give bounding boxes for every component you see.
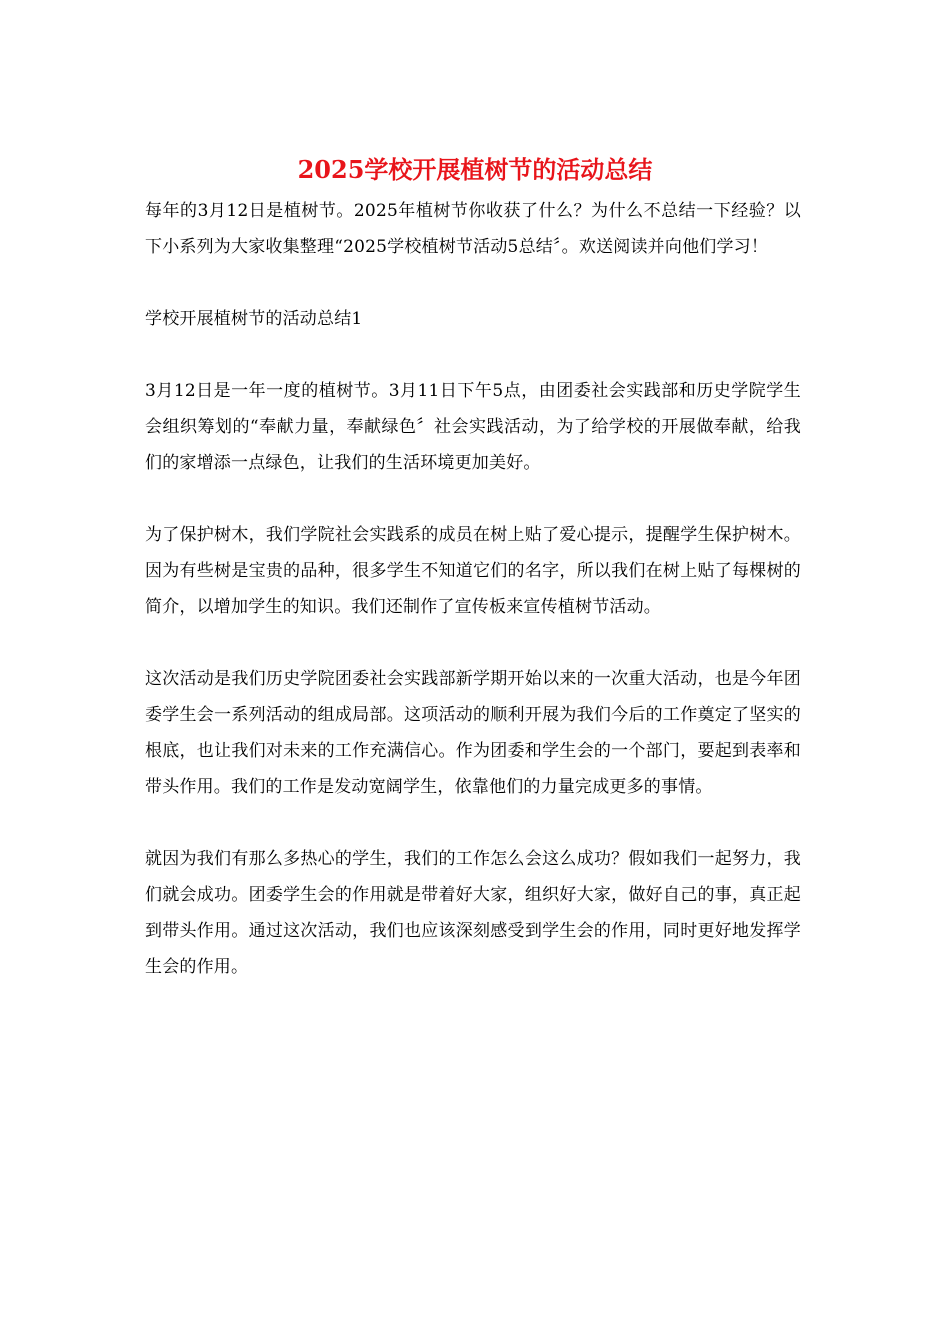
body-paragraph: 这次活动是我们历史学院团委社会实践部新学期开始以来的一次重大活动，也是今年团委学生会一系列活动的组成局部。这项活动的顺利开展为我们今后的工作奠定了坚实的根底，也让我们对未来的工作充满信心。作为团委和学生会的一个部门，要起到表率和带头作用。我们的工作是发动宽阔学生，依靠他们的力量完成更多的事情。 xyxy=(145,669,801,797)
section-heading: 学校开展植树节的活动总结1 xyxy=(145,309,363,329)
body-paragraph: 为了保护树木，我们学院社会实践系的成员在树上贴了爱心提示，提醒学生保护树木。因为有些树是宝贵的品种，很多学生不知道它们的名字，所以我们在树上贴了每棵树的简介，以增加学生的知识。我们还制作了宣传板来宣传植树节活动。 xyxy=(145,525,801,617)
body-paragraph: 就因为我们有那么多热心的学生，我们的工作怎么会这么成功？假如我们一起努力，我们就会成功。团委学生会的作用就是带着好大家，组织好大家，做好自己的事，真正起到带头作用。通过这次活动，我们也应该深刻感受到学生会的作用，同时更好地发挥学生会的作用。 xyxy=(145,849,801,977)
body-paragraph: 3月12日是一年一度的植树节。3月11日下午5点，由团委社会实践部和历史学院学生会组织筹划的“奉献力量，奉献绿色〞社会实践活动，为了给学校的开展做奉献，给我们的家增添一点绿色，让我们的生活环境更加美好。 xyxy=(145,381,801,473)
document-body xyxy=(145,193,801,1021)
document-title: 2025学校开展植树节的活动总结 xyxy=(297,155,653,184)
intro-paragraph: 每年的3月12日是植树节。2025年植树节你收获了什么？为什么不总结一下经验？以下小系列为大家收集整理“2025学校植树节活动5总结〞。欢送阅读并向他们学习！ xyxy=(145,201,801,257)
